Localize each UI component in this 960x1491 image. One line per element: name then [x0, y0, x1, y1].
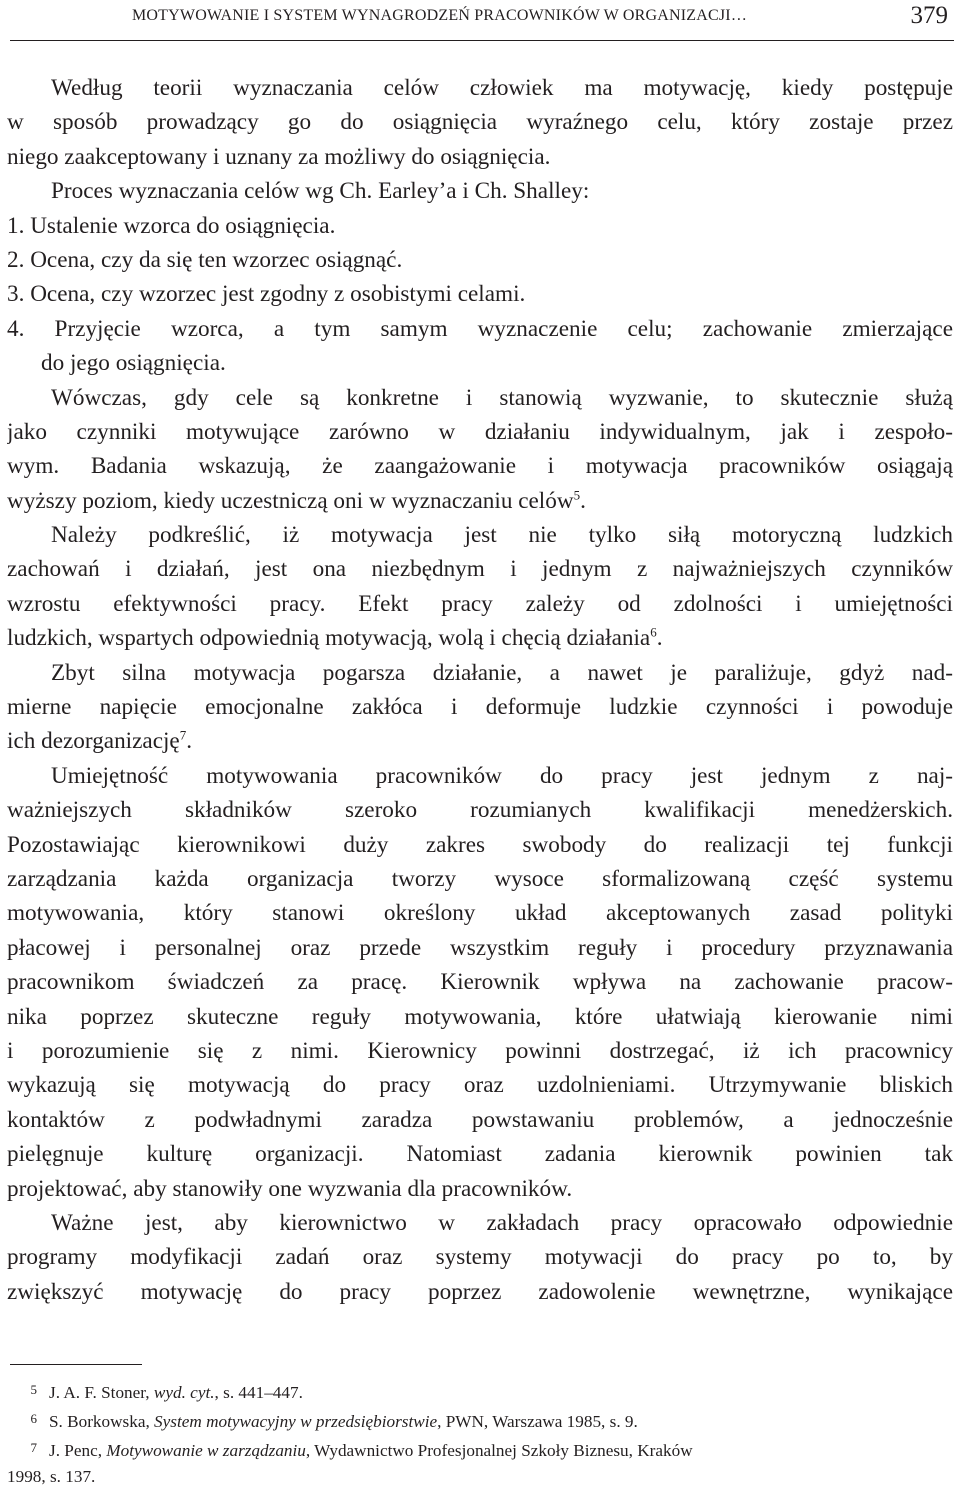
- footnotes: [7, 1377, 953, 1490]
- footnote-details: , PWN, Warszawa 1985, s. 9.: [437, 1412, 638, 1431]
- text-line: niego zaakceptowany i uznany za możliwy do osiągnięcia.: [7, 143, 551, 170]
- text-line: [7, 724, 953, 758]
- text-line: wym. Badania wskazują, że zaangażowanie i motywacja pracowników osiągają: [7, 453, 953, 480]
- running-header: [10, 0, 954, 41]
- footnote-title: System motywacyjny w przedsiębiorstwie: [154, 1412, 438, 1431]
- list-item: 4. Przyjęcie wzorca, a tym samym wyznaczenie celu; zachowanie zmierzające: [7, 315, 953, 342]
- text-line: zarządzania każda organizacja tworzy wysoce sformalizowaną część systemu: [7, 865, 953, 892]
- text-line: nika poprzez skuteczne reguły motywowania, które ułatwiają kierowanie nimi: [7, 1003, 953, 1030]
- period: .: [186, 728, 193, 755]
- text-line: i porozumienie się z nimi. Kierownicy powinni dostrzegać, iż ich pracownicy: [7, 1037, 953, 1064]
- text-line: Według teorii wyznaczania celów człowiek ma motywację, kiedy postępuje: [51, 75, 953, 101]
- text-line: Proces wyznaczania celów wg Ch. Earley’a i Ch. Shalley:: [51, 178, 590, 205]
- footnote: [7, 1406, 953, 1435]
- footnote-author: J. Penc,: [49, 1441, 107, 1460]
- footnote-number: 7: [30, 1440, 37, 1455]
- text-fragment: ludzkich, wspartych odpowiednią motywacją, wolą i chęcią działania: [7, 625, 651, 652]
- footnote-details: , s. 441–447.: [214, 1383, 303, 1402]
- text-line: Zbyt silna motywacja pogarsza działanie, a nawet je paraliżuje, gdyż nad-: [51, 659, 953, 686]
- footnote-ref: 6: [650, 624, 657, 640]
- text-line: Umiejętność motywowania pracowników do pracy jest jednym z naj-: [51, 762, 953, 789]
- text-fragment: wyższy poziom, kiedy uczestniczą oni w wyznaczaniu celów: [7, 487, 574, 514]
- text-line: zachowań i działań, jest ona niezbędnym i jednym z najważniejszych czynników: [7, 556, 953, 583]
- list-item: 3. Ocena, czy wzorzec jest zgodny z osobistymi celami.: [7, 281, 526, 308]
- text-line: Należy podkreślić, iż motywacja jest nie tylko siłą motoryczną ludzkich: [51, 522, 953, 549]
- footnote-title: Motywowanie w zarządzaniu: [106, 1441, 306, 1460]
- period: .: [656, 625, 663, 652]
- text-line: płacowej i personalnej oraz przede wszystkim reguły i procedury przyznawania: [7, 934, 953, 961]
- page-number: 379: [910, 2, 948, 29]
- text-line: mierne napięcie emocjonalne zakłóca i deformuje ludzkie czynności i powoduje: [7, 694, 953, 721]
- footnote: [7, 1435, 953, 1490]
- text-line: pracownikom świadczeń za pracę. Kierownik wpływa na zachowanie pracow-: [7, 969, 953, 996]
- list-item: 1. Ustalenie wzorca do osiągnięcia.: [7, 212, 336, 239]
- text-line: w sposób prowadzący go do osiągnięcia wyraźnego celu, który zostaje przez: [7, 109, 953, 136]
- running-title: MOTYWOWANIE I SYSTEM WYNAGRODZEŃ PRACOWNIKÓW W ORGANIZACJI…: [132, 7, 748, 24]
- text-line: pielęgnuje kulturę organizacji. Natomiast zadania kierownik powinien tak: [7, 1141, 953, 1168]
- text-line: ważniejszych składników szeroko rozumianych kwalifikacji menedżerskich.: [7, 797, 953, 824]
- footnote-continuation: 1998, s. 137.: [7, 1467, 96, 1486]
- text-line: Pozostawiając kierownikowi duży zakres swobody do realizacji tej funkcji: [7, 831, 953, 858]
- text-line: Wówczas, gdy cele są konkretne i stanowią wyzwanie, to skutecznie służą: [51, 384, 953, 411]
- footnote-ref: 7: [179, 727, 187, 743]
- text-line: kontaktów z podwładnymi zaradza powstawaniu problemów, a jednocześnie: [7, 1106, 953, 1133]
- footnote-details: , Wydawnictwo Profesjonalnej Szkoły Biznesu, Kraków: [305, 1441, 693, 1460]
- text-line: zwiększyć motywację do pracy poprzez zadowolenie wewnętrzne, wynikające: [7, 1278, 953, 1305]
- footnote-author: J. A. F. Stoner,: [49, 1383, 154, 1402]
- text-line: programy modyfikacji zadań oraz systemy motywacji do pracy po to, by: [7, 1244, 953, 1271]
- footnote-ref: 5: [573, 486, 581, 502]
- footnote-author: S. Borkowska,: [49, 1412, 155, 1431]
- text-line: jako czynniki motywujące zarówno w działaniu indywidualnym, jak i zespoło-: [7, 418, 953, 445]
- footnote-separator: [10, 1364, 142, 1365]
- text-line: [7, 621, 953, 655]
- footnote-title: wyd. cyt.: [153, 1383, 215, 1402]
- list-item-continuation: do jego osiągnięcia.: [41, 350, 226, 377]
- body-text: [7, 71, 953, 1309]
- text-line: Ważne jest, aby kierownictwo w zakładach pracy opracowało odpowiednie: [51, 1209, 953, 1236]
- footnote-number: 5: [30, 1382, 37, 1397]
- text-line: [7, 484, 953, 518]
- text-line: projektować, aby stanowiły one wyzwania dla pracowników.: [7, 1175, 573, 1202]
- text-line: motywowania, który stanowi określony układ akceptowanych zasad polityki: [7, 900, 953, 927]
- footnote: [7, 1377, 953, 1406]
- text-line: wykazują się motywacją do pracy oraz uzdolnieniami. Utrzymywanie bliskich: [7, 1072, 953, 1099]
- period: .: [580, 487, 586, 514]
- text-fragment: ich dezorganizację: [7, 728, 180, 755]
- footnote-number: 6: [30, 1411, 37, 1426]
- list-item: 2. Ocena, czy da się ten wzorzec osiągnąć.: [7, 246, 403, 273]
- text-line: wzrostu efektywności pracy. Efekt pracy zależy od zdolności i umiejętności: [7, 590, 953, 617]
